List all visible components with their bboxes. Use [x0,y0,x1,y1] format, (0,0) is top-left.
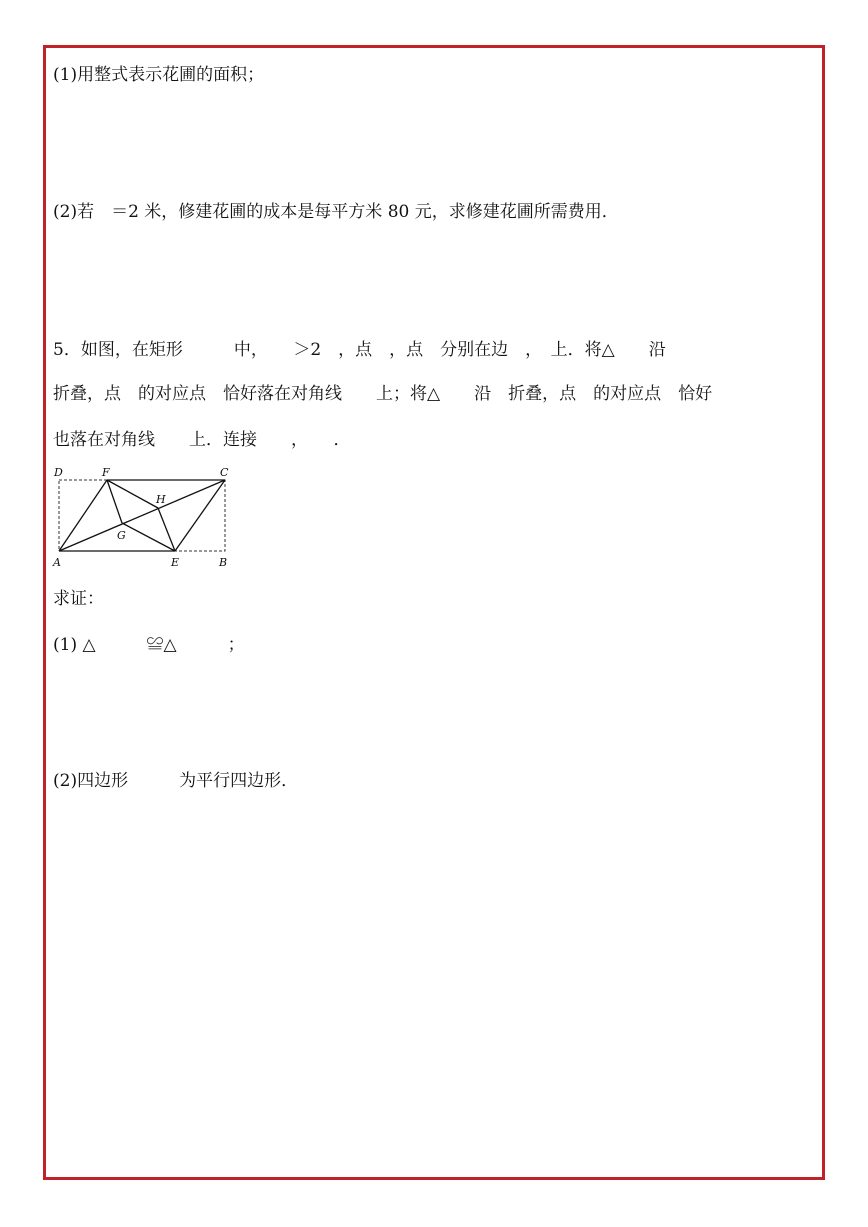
proof-part1: (1) △ ≌△ ； [53,635,245,655]
question4-part2: (2)若 ＝2 米，修建花圃的成本是每平方米 80 元，求修建花圃所需费用． [53,202,619,222]
label-a: A [53,556,61,569]
question5-line2: 折叠，点 的对应点 恰好落在对角线 上；将△ 沿 折叠，点 的对应点 恰好 [53,384,713,404]
prove-label: 求证： [53,589,104,609]
question5-line1: 5．如图，在矩形 中， ＞2 ，点 ，点 分别在边 ， 上．将△ 沿 [53,340,666,360]
label-f: F [102,466,110,479]
label-g: G [117,529,126,542]
label-h: H [156,493,166,506]
question5-line3: 也落在对角线 上．连接 ， ． [53,430,351,450]
segment-ge [122,523,175,551]
proof-part2: (2)四边形 为平行四边形． [53,771,299,791]
segment-he [158,508,175,551]
label-e: E [171,556,180,569]
question4-part1: (1)用整式表示花圃的面积； [53,65,265,85]
label-d: D [54,466,63,479]
label-c: C [220,466,229,479]
label-b: B [219,556,228,569]
rectangle-fold-figure [50,465,240,571]
